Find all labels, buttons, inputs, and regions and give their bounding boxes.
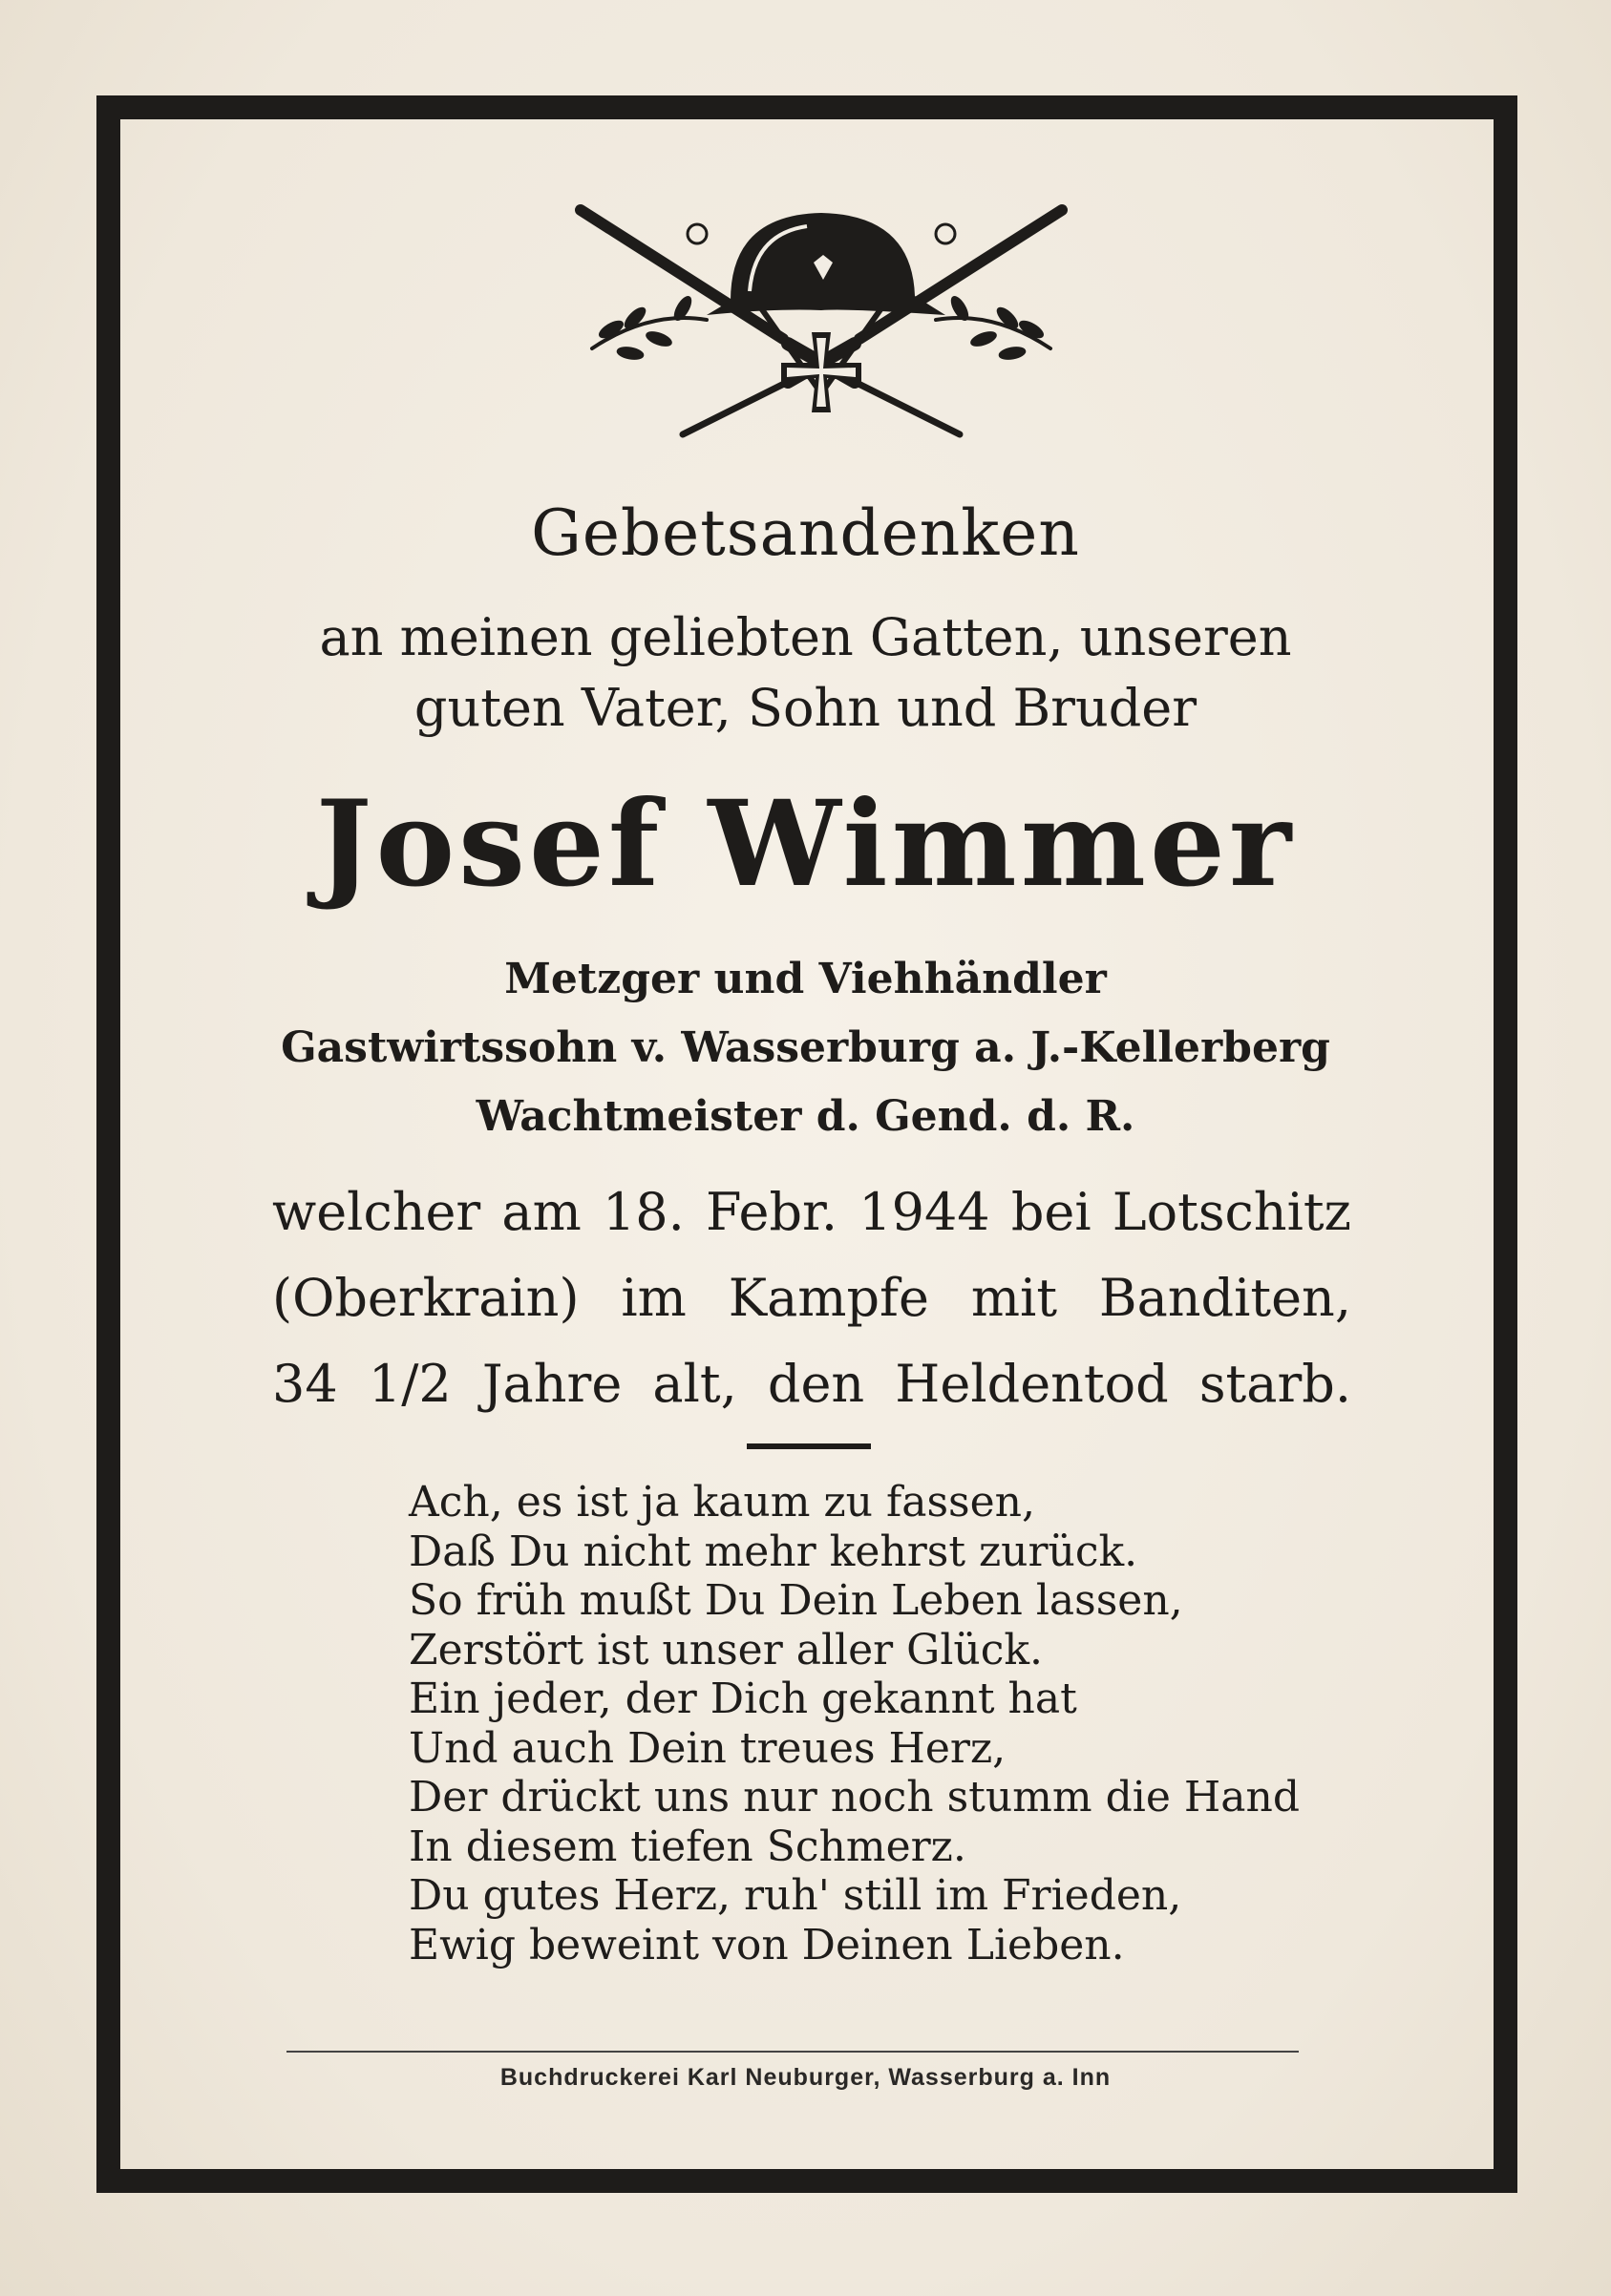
poem-line: In diesem tiefen Schmerz. [409,1822,966,1871]
poem-line: Zerstört ist unser aller Glück. [409,1625,1044,1675]
dedication-line: guten Vater, Sohn und Bruder [413,678,1198,738]
poem-line: Und auch Dein treues Herz, [409,1723,1007,1773]
dedication-line: an meinen geliebten Gatten, unseren [319,607,1292,667]
card-title: Gebetsandenken [531,496,1080,570]
poem-line: Ein jeder, der Dich gekannt hat [409,1675,1077,1723]
poem-line: Der drückt uns nur noch stumm die Hand [409,1773,1300,1822]
death-line: welcher am 18. Febr. 1944 bei Lotschitz [272,1182,1351,1242]
poem-line: Ewig beweint von Deinen Lieben. [409,1920,1125,1970]
deceased-name: Josef Wimmer [315,775,1296,914]
poem-line: Ach, es ist ja kaum zu fassen, [409,1478,1036,1527]
helmet-swords-iron-cross-icon [563,196,1079,439]
footer-rule [286,2051,1299,2053]
occupation-line: Metzger und Viehhändler [504,955,1107,1003]
death-line: (Oberkrain) im Kampfe mit Banditen, [272,1268,1351,1328]
poem-line: Daß Du nicht mehr kehrst zurück. [409,1527,1138,1576]
memorial-poem [409,1478,1364,1970]
divider [747,1443,871,1449]
poem-line: So früh mußt Du Dein Leben lassen, [409,1576,1183,1625]
printer-imprint: Buchdruckerei Karl Neuburger, Wasserburg a. Inn [499,2064,1112,2091]
poem-line: Du gutes Herz, ruh' still im Frieden, [409,1871,1182,1920]
death-line: 34 1/2 Jahre alt, den Heldentod starb. [272,1354,1351,1414]
occupation-line: Gastwirtssohn v. Wasserburg a. J.-Kellerberg [281,1023,1330,1072]
occupation-line: Wachtmeister d. Gend. d. R. [476,1092,1135,1141]
